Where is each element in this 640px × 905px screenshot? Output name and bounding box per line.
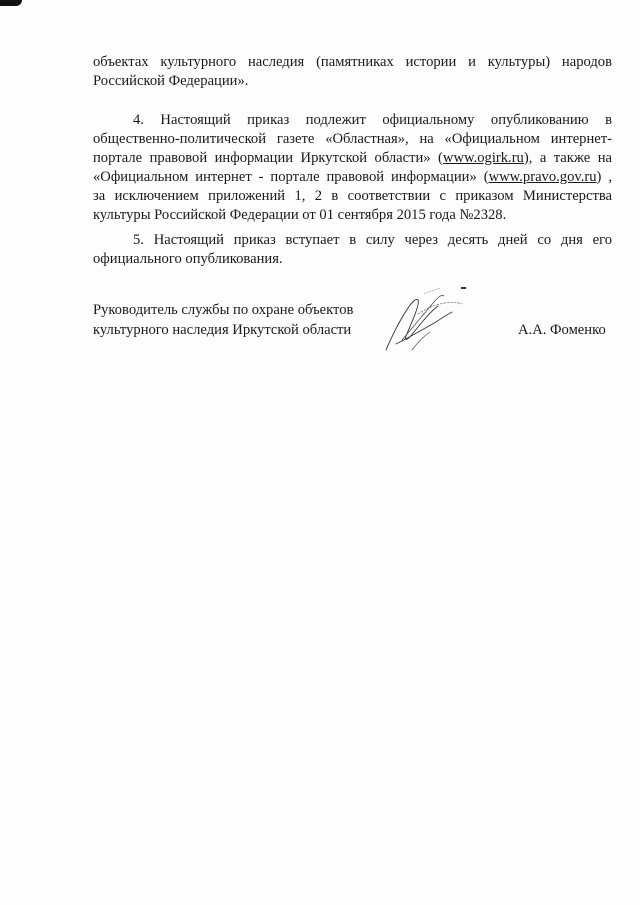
signer-name: А.А. Фоменко [518,322,606,338]
text-fragment: ), а также на [523,150,612,166]
paragraph-line: общественно-политической газете «Областная», на «Официальном интернет- [93,131,612,147]
position-line: Руководитель службы по охране объектов [93,302,354,318]
paragraph-line [93,168,612,187]
paragraph-line: 4. Настоящий приказ подлежит официальному опубликованию в [133,112,612,128]
position-line: культурного наследия Иркутской области [93,322,352,338]
paragraph-line: официального опубликования. [93,251,283,267]
scan-corner-mark [0,0,22,6]
paragraph-line: Российской Федерации». [93,73,249,89]
signer-position [93,300,353,340]
paragraph-continuation [93,53,612,91]
paragraph-line: 5. Настоящий приказ вступает в силу через десять дней со дня его [133,232,612,248]
text-fragment: ) , [596,169,612,185]
paragraph-item-4 [93,111,612,225]
handwritten-signature [378,284,468,354]
scan-mark [461,287,466,289]
link-ogirk[interactable]: www.ogirk.ru [442,150,524,166]
text-fragment: «Официальном интернет - портале правовой информации» ( [93,169,489,185]
paragraph-line: объектах культурного наследия (памятниках истории и культуры) народов [93,54,612,70]
paragraph-line: культуры Российской Федерации от 01 сентября 2015 года №2328. [93,207,507,223]
paragraph-item-5 [93,231,612,269]
text-fragment: портале правовой информации Иркутской области» ( [93,150,443,166]
paragraph-line: за исключением приложений 1, 2 в соответствии с приказом Министерства [93,188,612,204]
paragraph-line [93,149,612,168]
link-pravo[interactable]: www.pravo.gov.ru [488,169,597,185]
